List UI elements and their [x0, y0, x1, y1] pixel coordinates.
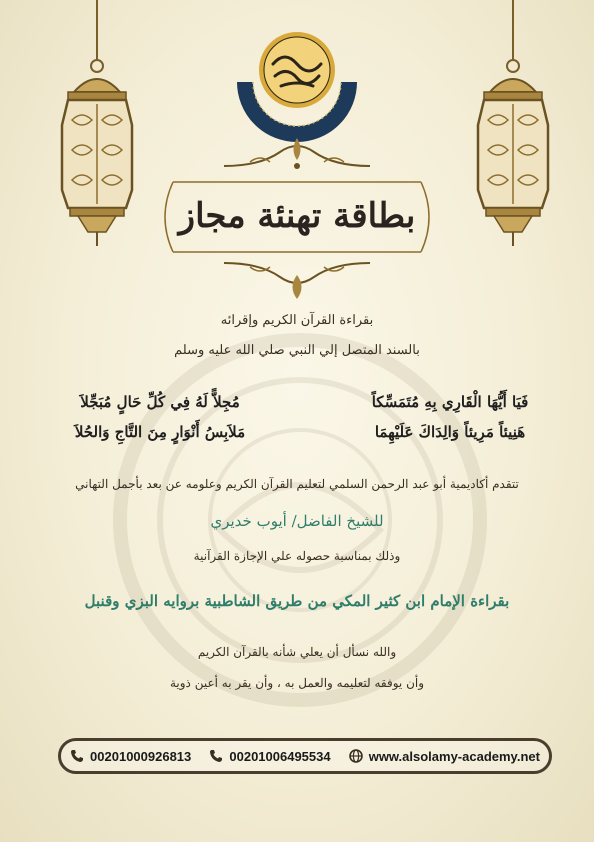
- prayer-line-1: والله نسأل أن يعلي شأنه بالقرآن الكريم: [197, 645, 397, 659]
- academy-congrats-line: تتقدم أكاديمية أبو عبد الرحمن السلمي لتعليم القرآن الكريم وعلومه عن بعد بأجمل التهاني: [75, 477, 519, 491]
- verse-2-left: مَلاَبِسُ أَنْوَارٍ مِنَ التَّاجِ وَالحُلاَ: [74, 423, 246, 441]
- qiraah-line: بقراءة الإمام ابن كثير المكي من طريق الشاطبية بروايه البزي وقنبل: [84, 592, 510, 610]
- sanad-line: بالسند المتصل إلي النبي صلي الله عليه وسلم: [174, 343, 420, 358]
- intro-line: بقراءة القرآن الكريم وإقرائه: [220, 313, 374, 328]
- phone-icon: [70, 749, 84, 763]
- verse-2-right: هَنِيئاً مَرِيئاً وَالِدَاكَ عَلَيْهِمَا: [374, 423, 526, 441]
- lantern-icon: [468, 0, 558, 250]
- ornament-icon: [220, 136, 374, 174]
- ornament-icon: [220, 255, 374, 301]
- verse-1-left: مُجِلاًّ لَهُ فِي كُلِّ حَالٍ مُبَجِّلاَ: [80, 393, 240, 411]
- website-text: www.alsolamy-academy.net: [368, 748, 540, 764]
- phone-1[interactable]: [70, 749, 191, 764]
- phone-2-text: 00201006495534: [229, 748, 331, 764]
- academy-logo-icon: [235, 20, 359, 144]
- lantern-icon: [52, 0, 142, 250]
- occasion-line: وذلك بمناسبة حصوله علي الإجازة القرآنية: [193, 549, 401, 563]
- contact-bar: [58, 738, 552, 774]
- recipient-name: للشيخ الفاضل/ أيوب خديري: [210, 512, 384, 530]
- phone-icon: [209, 749, 223, 763]
- verse-1-right: فَيَا أَيُّهَا الْقَارِي بِهِ مُتَمَسِّكاً: [371, 393, 529, 411]
- phone-2[interactable]: [209, 749, 330, 764]
- card-title: بطاقة تهنئة مجاز: [178, 196, 416, 236]
- phone-1-text: 00201000926813: [90, 748, 192, 764]
- prayer-line-2: وأن يوفقه لتعليمه والعمل به ، وأن يقر به أعين ذوية: [169, 676, 425, 690]
- globe-icon: [349, 749, 363, 763]
- website-link[interactable]: [349, 749, 540, 764]
